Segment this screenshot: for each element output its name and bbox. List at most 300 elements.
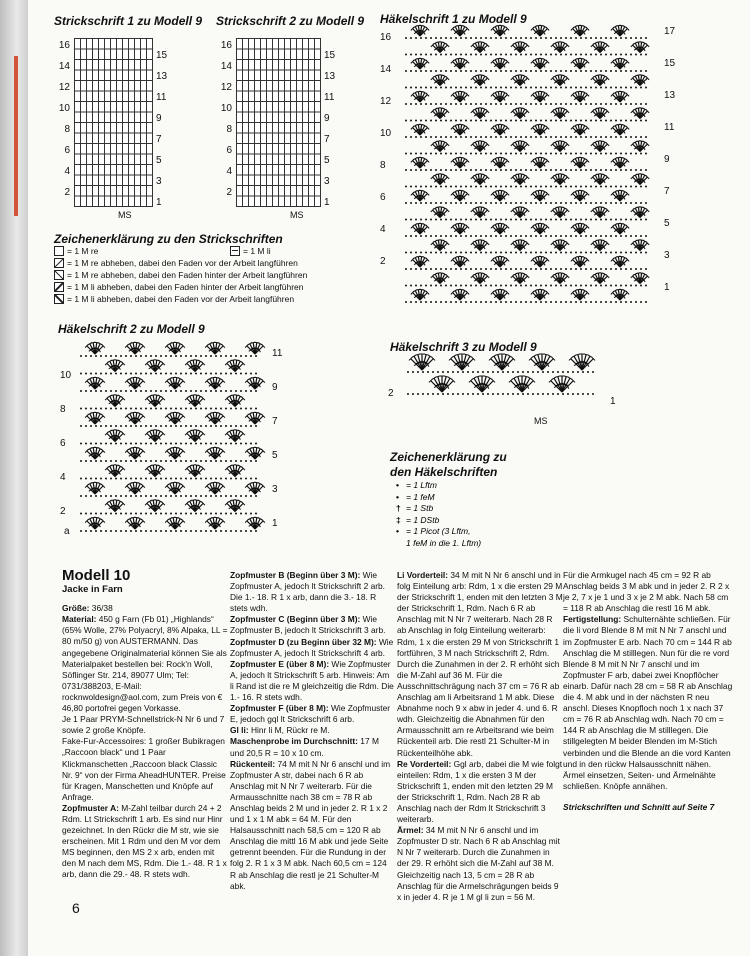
chain-stitch-mark bbox=[505, 153, 507, 155]
chain-stitch-mark bbox=[175, 390, 177, 392]
chain-stitch-mark bbox=[415, 285, 417, 287]
chain-stitch-mark bbox=[410, 70, 412, 72]
chain-stitch-mark bbox=[645, 103, 647, 105]
chain-stitch-mark bbox=[155, 478, 157, 480]
chain-stitch-mark bbox=[530, 252, 532, 254]
chain-stitch-mark bbox=[630, 268, 632, 270]
chain-stitch-mark bbox=[440, 219, 442, 221]
row-number: 1 bbox=[156, 197, 162, 208]
paragraph-text: M-Zahl teilbar durch 24 + 2 Rdm. Lt Strickschrift 1 arb. Es sind nur Hinr gezeichnet. In den Rückr die M str, wie sie erscheinen. Mit 1 Rdm und den M vor dem MS beginnen, den MS 2 x arb, enden mit den M nach dem MS, Rdm. Die 1.- 48. R 1 x arb, dann die 29.- 48. R stets wdh. bbox=[62, 802, 227, 880]
chain-stitch-mark bbox=[125, 513, 127, 515]
chain-stitch-mark bbox=[625, 103, 627, 105]
chain-stitch-mark bbox=[615, 103, 617, 105]
chain-stitch-mark bbox=[610, 153, 612, 155]
chain-stitch-mark bbox=[620, 37, 622, 39]
chain-stitch-mark bbox=[520, 37, 522, 39]
chain-stitch-mark bbox=[135, 355, 137, 357]
chain-stitch-mark bbox=[80, 373, 82, 375]
chain-stitch-mark bbox=[95, 373, 97, 375]
chain-stitch-mark bbox=[465, 103, 467, 105]
chain-stitch-mark bbox=[640, 136, 642, 138]
chain-stitch-mark bbox=[250, 425, 252, 427]
chain-stitch-mark bbox=[525, 136, 527, 138]
chain-stitch-mark bbox=[535, 153, 537, 155]
chain-stitch-mark bbox=[570, 252, 572, 254]
chain-stitch-mark bbox=[495, 37, 497, 39]
paragraph-label: Zopfmuster A: bbox=[62, 802, 119, 813]
chain-stitch-mark bbox=[565, 268, 567, 270]
chain-stitch-mark bbox=[570, 120, 572, 122]
chain-stitch-mark bbox=[170, 495, 172, 497]
chain-stitch-mark bbox=[630, 103, 632, 105]
chain-stitch-mark bbox=[540, 37, 542, 39]
row-number: 9 bbox=[156, 113, 162, 124]
chain-stitch-mark bbox=[180, 355, 182, 357]
chain-stitch-mark bbox=[255, 513, 257, 515]
row-number: 3 bbox=[324, 176, 330, 187]
chain-stitch-mark bbox=[555, 219, 557, 221]
chain-stitch-mark bbox=[190, 355, 192, 357]
crochet-legend-symbol: • bbox=[396, 491, 399, 502]
chain-stitch-mark bbox=[440, 136, 442, 138]
chain-stitch-mark bbox=[100, 373, 102, 375]
chain-stitch-mark bbox=[550, 285, 552, 287]
chain-stitch-mark bbox=[470, 301, 472, 303]
chain-stitch-mark bbox=[620, 252, 622, 254]
chain-stitch-mark bbox=[410, 136, 412, 138]
legend-text: = 1 M li bbox=[243, 246, 271, 256]
chain-stitch-mark bbox=[440, 153, 442, 155]
chain-stitch-mark bbox=[110, 495, 112, 497]
crochet-legend-row bbox=[396, 526, 471, 536]
chain-stitch-mark bbox=[510, 186, 512, 188]
row-number: 17 bbox=[664, 26, 676, 37]
chain-stitch-mark bbox=[577, 371, 579, 373]
chain-stitch-mark bbox=[195, 355, 197, 357]
chain-stitch-mark bbox=[595, 169, 597, 171]
chain-stitch-mark bbox=[460, 37, 462, 39]
chain-stitch-mark bbox=[505, 285, 507, 287]
chain-stitch-mark bbox=[460, 87, 462, 89]
chain-stitch-mark bbox=[90, 390, 92, 392]
chain-stitch-mark bbox=[615, 70, 617, 72]
chain-stitch-mark bbox=[540, 153, 542, 155]
chain-stitch-mark bbox=[440, 285, 442, 287]
chain-stitch-mark bbox=[415, 120, 417, 122]
chain-stitch-mark bbox=[460, 136, 462, 138]
chain-stitch-mark bbox=[630, 120, 632, 122]
chain-stitch-mark bbox=[600, 153, 602, 155]
legend-text: = 1 M li abheben, dabei den Faden hinter der Arbeit langführen bbox=[67, 282, 304, 292]
chain-stitch-mark bbox=[645, 70, 647, 72]
chain-stitch-mark bbox=[110, 443, 112, 445]
chain-stitch-mark bbox=[535, 37, 537, 39]
chain-stitch-mark bbox=[482, 371, 484, 373]
chain-stitch-mark bbox=[635, 285, 637, 287]
chain-stitch-mark bbox=[230, 460, 232, 462]
chain-stitch-mark bbox=[592, 371, 594, 373]
chain-stitch-mark bbox=[235, 390, 237, 392]
chain-stitch-mark bbox=[555, 202, 557, 204]
chain-stitch-mark bbox=[460, 219, 462, 221]
chain-stitch-mark bbox=[430, 120, 432, 122]
chain-stitch-mark bbox=[435, 186, 437, 188]
chain-stitch-mark bbox=[550, 235, 552, 237]
chain-stitch-mark bbox=[470, 54, 472, 56]
chain-stitch-mark bbox=[590, 87, 592, 89]
chain-stitch-mark bbox=[470, 153, 472, 155]
chain-stitch-mark bbox=[540, 285, 542, 287]
chain-stitch-mark bbox=[580, 153, 582, 155]
chain-stitch-mark bbox=[180, 478, 182, 480]
chain-stitch-mark bbox=[457, 393, 459, 395]
paragraph-label: Zopfmuster E (über 8 M): bbox=[230, 658, 330, 669]
chain-stitch-mark bbox=[430, 136, 432, 138]
chain-stitch-mark bbox=[105, 478, 107, 480]
chain-stitch-mark bbox=[130, 495, 132, 497]
chain-stitch-mark bbox=[470, 37, 472, 39]
row-number: 1 bbox=[324, 197, 330, 208]
chain-stitch-mark bbox=[492, 393, 494, 395]
chain-stitch-mark bbox=[640, 120, 642, 122]
chain-stitch-mark bbox=[515, 136, 517, 138]
chain-stitch-mark bbox=[525, 285, 527, 287]
chain-stitch-mark bbox=[165, 355, 167, 357]
chain-stitch-mark bbox=[550, 268, 552, 270]
chain-stitch-mark bbox=[455, 202, 457, 204]
chain-stitch-mark bbox=[432, 393, 434, 395]
chain-stitch-mark bbox=[517, 393, 519, 395]
chain-stitch-mark bbox=[520, 186, 522, 188]
chain-stitch-mark bbox=[615, 153, 617, 155]
chain-stitch-mark bbox=[545, 202, 547, 204]
chain-stitch-mark bbox=[450, 153, 452, 155]
chain-stitch-mark bbox=[225, 530, 227, 532]
row-number: 15 bbox=[664, 58, 676, 69]
chain-stitch-mark bbox=[555, 285, 557, 287]
paragraph-label: Maschenprobe im Durchschnitt: bbox=[230, 736, 358, 747]
chain-stitch-mark bbox=[595, 235, 597, 237]
chain-stitch-mark bbox=[485, 54, 487, 56]
chain-stitch-mark bbox=[615, 37, 617, 39]
chain-stitch-mark bbox=[110, 408, 112, 410]
chain-stitch-mark bbox=[525, 87, 527, 89]
chain-stitch-mark bbox=[585, 285, 587, 287]
chain-stitch-mark bbox=[540, 219, 542, 221]
chain-stitch-mark bbox=[465, 87, 467, 89]
row-number: 8 bbox=[226, 124, 232, 135]
chain-stitch-mark bbox=[585, 252, 587, 254]
row-number: 4 bbox=[60, 472, 66, 483]
chain-stitch-mark bbox=[485, 285, 487, 287]
chain-stitch-mark bbox=[592, 393, 594, 395]
chain-stitch-mark bbox=[435, 37, 437, 39]
chain-stitch-mark bbox=[615, 136, 617, 138]
chain-stitch-mark bbox=[120, 478, 122, 480]
row-number: 2 bbox=[388, 388, 394, 399]
chain-stitch-mark bbox=[220, 460, 222, 462]
chain-stitch-mark bbox=[470, 87, 472, 89]
chain-stitch-mark bbox=[430, 153, 432, 155]
chain-stitch-mark bbox=[415, 186, 417, 188]
chain-stitch-mark bbox=[595, 219, 597, 221]
chain-stitch-mark bbox=[165, 373, 167, 375]
chain-stitch-mark bbox=[85, 355, 87, 357]
chain-stitch-mark bbox=[570, 169, 572, 171]
chain-stitch-mark bbox=[625, 301, 627, 303]
chain-stitch-mark bbox=[140, 390, 142, 392]
chain-stitch-mark bbox=[585, 70, 587, 72]
row-number: 1 bbox=[610, 396, 616, 407]
chain-stitch-mark bbox=[445, 153, 447, 155]
chain-stitch-mark bbox=[405, 153, 407, 155]
chain-stitch-mark bbox=[520, 219, 522, 221]
chain-stitch-mark bbox=[595, 268, 597, 270]
chain-stitch-mark bbox=[630, 169, 632, 171]
chain-stitch-mark bbox=[480, 235, 482, 237]
chain-stitch-mark bbox=[635, 54, 637, 56]
chain-stitch-mark bbox=[430, 87, 432, 89]
chain-stitch-mark bbox=[175, 355, 177, 357]
chain-stitch-mark bbox=[120, 513, 122, 515]
chain-stitch-mark bbox=[567, 371, 569, 373]
paragraph-text: 450 g Farn (Fb 01) „Highlands“ (65% Wolle, 27% Polyacryl, 8% Alpaka, LL = 80 m/50 g) von AUSTERMANN. Das angegebene Originalmaterial können Sie als Materialpaket bestellen bei: Rock'n Woll, Söflinger Str. 214, 89077 Ulm; Tel: 0731/388203, E-Mail: rocknwoldesign@aol.com, zum Preis von € 46,80 portofrei gegen Vorkasse. bbox=[62, 614, 228, 714]
chain-stitch-mark bbox=[550, 186, 552, 188]
chain-stitch-mark bbox=[485, 252, 487, 254]
chain-stitch-mark bbox=[105, 460, 107, 462]
chain-stitch-mark bbox=[467, 371, 469, 373]
chain-stitch-mark bbox=[515, 202, 517, 204]
chain-stitch-mark bbox=[175, 443, 177, 445]
chain-stitch-mark bbox=[140, 530, 142, 532]
chain-stitch-mark bbox=[550, 169, 552, 171]
paragraph bbox=[230, 725, 395, 736]
chain-stitch-mark bbox=[580, 252, 582, 254]
chain-stitch-mark bbox=[110, 513, 112, 515]
chain-stitch-mark bbox=[585, 153, 587, 155]
chain-stitch-mark bbox=[560, 70, 562, 72]
chain-stitch-mark bbox=[445, 202, 447, 204]
chain-stitch-mark bbox=[525, 186, 527, 188]
chain-stitch-mark bbox=[200, 390, 202, 392]
chain-stitch-mark bbox=[540, 120, 542, 122]
chain-stitch-mark bbox=[520, 202, 522, 204]
chain-stitch-mark bbox=[430, 301, 432, 303]
chain-stitch-mark bbox=[645, 120, 647, 122]
chain-stitch-mark bbox=[420, 285, 422, 287]
chain-stitch-mark bbox=[255, 443, 257, 445]
chain-stitch-mark bbox=[140, 513, 142, 515]
chain-stitch-mark bbox=[425, 120, 427, 122]
chain-stitch-mark bbox=[420, 252, 422, 254]
chain-stitch-mark bbox=[590, 301, 592, 303]
chain-stitch-mark bbox=[535, 186, 537, 188]
chain-stitch-mark bbox=[440, 169, 442, 171]
chain-stitch-mark bbox=[610, 169, 612, 171]
chain-stitch-mark bbox=[540, 202, 542, 204]
chain-stitch-mark bbox=[630, 87, 632, 89]
chain-stitch-mark bbox=[565, 235, 567, 237]
chain-stitch-mark bbox=[495, 285, 497, 287]
chain-stitch-mark bbox=[640, 202, 642, 204]
chain-stitch-mark bbox=[115, 408, 117, 410]
chain-stitch-mark bbox=[515, 87, 517, 89]
paragraph bbox=[230, 736, 395, 758]
chain-stitch-mark bbox=[80, 495, 82, 497]
chain-stitch-mark bbox=[595, 153, 597, 155]
chain-stitch-mark bbox=[445, 37, 447, 39]
chain-stitch-mark bbox=[190, 460, 192, 462]
chain-stitch-mark bbox=[500, 285, 502, 287]
chain-stitch-mark bbox=[240, 408, 242, 410]
chain-stitch-mark bbox=[570, 54, 572, 56]
row-number: 13 bbox=[156, 71, 168, 82]
chain-stitch-mark bbox=[200, 478, 202, 480]
paragraph-label: Zopfmuster D (zu Beginn über 32 M): bbox=[230, 636, 377, 647]
chain-stitch-mark bbox=[480, 202, 482, 204]
chain-stitch-mark bbox=[605, 54, 607, 56]
chain-stitch-mark bbox=[600, 301, 602, 303]
chain-stitch-mark bbox=[155, 513, 157, 515]
chain-stitch-mark bbox=[645, 54, 647, 56]
chain-stitch-mark bbox=[625, 285, 627, 287]
crochet-legend-text: = 1 feM bbox=[406, 491, 435, 502]
chain-stitch-mark bbox=[620, 153, 622, 155]
chain-stitch-mark bbox=[620, 120, 622, 122]
chain-stitch-mark bbox=[125, 425, 127, 427]
chain-stitch-mark bbox=[410, 268, 412, 270]
paragraph-label: Größe: bbox=[62, 603, 90, 614]
chain-stitch-mark bbox=[150, 460, 152, 462]
chain-stitch-mark bbox=[565, 252, 567, 254]
chain-stitch-mark bbox=[125, 495, 127, 497]
chain-stitch-mark bbox=[430, 285, 432, 287]
chain-stitch-mark bbox=[585, 87, 587, 89]
chain-stitch-mark bbox=[587, 371, 589, 373]
crochet-legend-title-line-1: Zeichenerklärung zu bbox=[390, 450, 507, 464]
chain-stitch-mark bbox=[460, 268, 462, 270]
chain-stitch-mark bbox=[470, 268, 472, 270]
chain-stitch-mark bbox=[125, 390, 127, 392]
chain-stitch-mark bbox=[420, 103, 422, 105]
chain-stitch-mark bbox=[410, 54, 412, 56]
chain-stitch-mark bbox=[555, 252, 557, 254]
chain-stitch-mark bbox=[450, 37, 452, 39]
chain-stitch-mark bbox=[640, 301, 642, 303]
chain-stitch-mark bbox=[455, 153, 457, 155]
chain-stitch-mark bbox=[205, 390, 207, 392]
chain-stitch-mark bbox=[410, 169, 412, 171]
chain-stitch-mark bbox=[180, 530, 182, 532]
chain-stitch-mark bbox=[500, 169, 502, 171]
chain-stitch-mark bbox=[540, 70, 542, 72]
chain-stitch-mark bbox=[560, 37, 562, 39]
chain-stitch-mark bbox=[185, 495, 187, 497]
chain-stitch-mark bbox=[575, 153, 577, 155]
chain-stitch-mark bbox=[510, 54, 512, 56]
chain-stitch-mark bbox=[250, 513, 252, 515]
chain-stitch-mark bbox=[530, 153, 532, 155]
chain-stitch-mark bbox=[610, 235, 612, 237]
chain-stitch-mark bbox=[600, 235, 602, 237]
chain-stitch-mark bbox=[125, 408, 127, 410]
paragraph-label: Gl li: bbox=[230, 725, 249, 736]
chain-stitch-mark bbox=[130, 513, 132, 515]
chain-stitch-mark bbox=[645, 136, 647, 138]
chain-stitch-mark bbox=[165, 478, 167, 480]
chain-stitch-mark bbox=[450, 186, 452, 188]
chain-stitch-mark bbox=[150, 408, 152, 410]
chain-stitch-mark bbox=[195, 478, 197, 480]
chain-stitch-mark bbox=[235, 443, 237, 445]
model-heading: Modell 10 bbox=[62, 567, 131, 584]
chain-stitch-mark bbox=[490, 202, 492, 204]
chain-stitch-mark bbox=[635, 268, 637, 270]
chain-stitch-mark bbox=[525, 252, 527, 254]
chain-stitch-mark bbox=[480, 37, 482, 39]
knit-chart-2-title: Strickschrift 2 zu Modell 9 bbox=[216, 14, 365, 28]
chain-stitch-mark bbox=[532, 371, 534, 373]
chain-stitch-mark bbox=[465, 186, 467, 188]
chain-stitch-mark bbox=[625, 219, 627, 221]
chain-stitch-mark bbox=[515, 301, 517, 303]
row-number: 7 bbox=[272, 416, 278, 427]
chain-stitch-mark bbox=[420, 136, 422, 138]
chain-stitch-mark bbox=[535, 136, 537, 138]
paragraph-text: 34 M mit N Nr 6 anschl und im Zopfmuster D str. Nach 6 R ab Anschlag mit N Nr 7 weiterarb. Durch die Zunahmen in der 29. R erhöht sich die M-Zahl auf 38 M. Gleichzeitig nach 13, 5 cm = 28 R ab Anschlag für die Armelschrägungen beids 9 x in jeder 4. R je 1 M gl li zun = 56 M. bbox=[397, 825, 560, 902]
chain-stitch-mark bbox=[80, 355, 82, 357]
chain-stitch-mark bbox=[205, 460, 207, 462]
chain-stitch-mark bbox=[485, 169, 487, 171]
chain-stitch-mark bbox=[500, 103, 502, 105]
chain-stitch-mark bbox=[250, 355, 252, 357]
chain-stitch-mark bbox=[420, 169, 422, 171]
row-number: 15 bbox=[324, 50, 336, 61]
chain-stitch-mark bbox=[475, 301, 477, 303]
chain-stitch-mark bbox=[535, 87, 537, 89]
chain-stitch-mark bbox=[410, 153, 412, 155]
chain-stitch-mark bbox=[525, 120, 527, 122]
text-column-3 bbox=[397, 570, 563, 903]
chain-stitch-mark bbox=[515, 235, 517, 237]
chain-stitch-mark bbox=[525, 235, 527, 237]
chain-stitch-mark bbox=[505, 252, 507, 254]
chain-stitch-mark bbox=[557, 393, 559, 395]
chain-stitch-mark bbox=[585, 136, 587, 138]
chain-stitch-mark bbox=[545, 70, 547, 72]
chain-stitch-mark bbox=[165, 408, 167, 410]
paragraph-text: 17 M und 20,5 R = 10 x 10 cm. bbox=[230, 736, 379, 758]
chain-stitch-mark bbox=[520, 136, 522, 138]
chain-stitch-mark bbox=[470, 169, 472, 171]
chain-stitch-mark bbox=[180, 443, 182, 445]
chain-stitch-mark bbox=[590, 169, 592, 171]
chain-stitch-mark bbox=[500, 252, 502, 254]
chain-stitch-mark bbox=[490, 252, 492, 254]
chain-stitch-mark bbox=[532, 393, 534, 395]
chain-stitch-mark bbox=[215, 425, 217, 427]
chain-stitch-mark bbox=[545, 153, 547, 155]
chain-stitch-mark bbox=[90, 373, 92, 375]
chain-stitch-mark bbox=[555, 186, 557, 188]
chain-stitch-mark bbox=[485, 301, 487, 303]
chain-stitch-mark bbox=[407, 371, 409, 373]
chain-stitch-mark bbox=[585, 120, 587, 122]
chain-stitch-mark bbox=[200, 513, 202, 515]
chain-stitch-mark bbox=[530, 301, 532, 303]
chain-stitch-mark bbox=[610, 268, 612, 270]
knit-legend-row-1 bbox=[54, 246, 98, 256]
